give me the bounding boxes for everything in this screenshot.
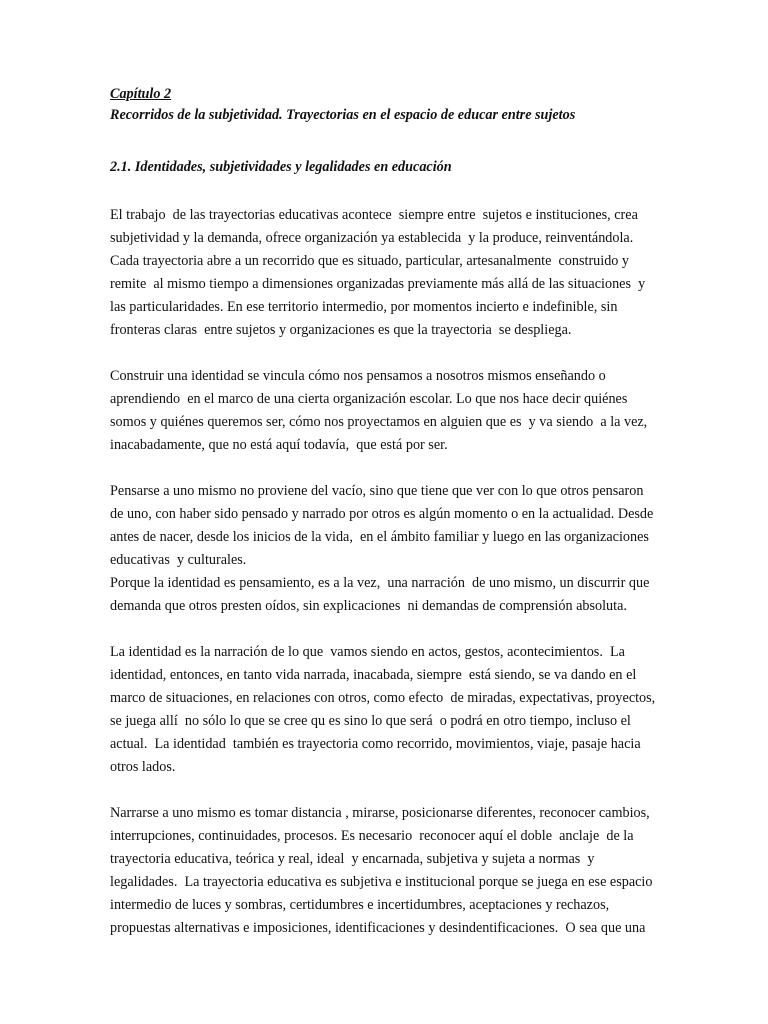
paragraph-line: Pensarse a uno mismo no proviene del vacío, sino que tiene que ver con lo que otros pensaron — [110, 483, 644, 499]
paragraph-line: La identidad es la narración de lo que vamos siendo en actos, gestos, acontecimientos. La — [110, 644, 625, 660]
body-paragraph — [110, 641, 665, 779]
paragraph-spacer — [110, 618, 665, 641]
paragraph-line: El trabajo de las trayectorias educativas acontece siempre entre sujetos e instituciones, crea — [110, 207, 638, 223]
paragraph-line: de uno, con haber sido pensado y narrado por otros es algún momento o en la actualidad. Desde — [110, 506, 654, 522]
paragraph-line: interrupciones, continuidades, procesos. Es necesario reconocer aquí el doble anclaje de la — [110, 828, 634, 844]
paragraph-line: remite al mismo tiempo a dimensiones organizadas previamente más allá de las situaciones y — [110, 276, 646, 292]
document-body — [110, 84, 665, 940]
paragraph-line: Narrarse a uno mismo es tomar distancia , mirarse, posicionarse diferentes, reconocer cambios, — [110, 805, 650, 821]
body-paragraph — [110, 802, 665, 940]
paragraph-line: legalidades. La trayectoria educativa es subjetiva e institucional porque se juega en ese espacio — [110, 874, 653, 890]
paragraph-line: las particularidades. En ese territorio intermedio, por momentos incierto e indefinible, sin — [110, 299, 618, 315]
body-paragraph — [110, 204, 665, 342]
chapter-subtitle: Recorridos de la subjetividad. Trayectorias en el espacio de educar entre sujetos — [110, 107, 576, 123]
paragraph-spacer — [110, 178, 665, 204]
paragraph-line: demanda que otros presten oídos, sin explicaciones ni demandas de comprensión absoluta. — [110, 598, 627, 614]
paragraph-spacer — [110, 457, 665, 480]
paragraph-line: educativas y culturales. — [110, 552, 247, 568]
paragraph-spacer — [110, 342, 665, 365]
paragraph-line: se juega allí no sólo lo que se cree qu es sino lo que será o podrá en otro tiempo, incluso el — [110, 713, 631, 729]
paragraph-line: fronteras claras entre sujetos y organizaciones es que la trayectoria se despliega. — [110, 322, 572, 338]
paragraph-line: subjetividad y la demanda, ofrece organización ya establecida y la produce, reinventándola. — [110, 230, 634, 246]
paragraph-line: marco de situaciones, en relaciones con otros, como efecto de miradas, expectativas, proyectos, — [110, 690, 656, 706]
paragraphs-container — [110, 178, 665, 940]
chapter-title: Capítulo 2 — [110, 86, 172, 102]
section-heading: 2.1. Identidades, subjetividades y legalidades en educación — [110, 159, 452, 175]
paragraph-line: aprendiendo en el marco de una cierta organización escolar. Lo que nos hace decir quiénes — [110, 391, 628, 407]
paragraph-line: otros lados. — [110, 759, 176, 775]
paragraph-line: somos y quiénes queremos ser, cómo nos proyectamos en alguien que es y va siendo a la vez, — [110, 414, 648, 430]
paragraph-line: identidad, entonces, en tanto vida narrada, inacabada, siempre está siendo, se va dando en el — [110, 667, 637, 683]
body-paragraph — [110, 480, 665, 618]
paragraph-line: trayectoria educativa, teórica y real, ideal y encarnada, subjetiva y sujeta a normas y — [110, 851, 595, 867]
paragraph-line: actual. La identidad también es trayectoria como recorrido, movimientos, viaje, pasaje hacia — [110, 736, 641, 752]
paragraph-spacer — [110, 779, 665, 802]
paragraph-line: intermedio de luces y sombras, certidumbres e incertidumbres, aceptaciones y rechazos, — [110, 897, 610, 913]
paragraph-line: inacabadamente, que no está aquí todavía, que está por ser. — [110, 437, 448, 453]
paragraph-line: Cada trayectoria abre a un recorrido que es situado, particular, artesanalmente construido y — [110, 253, 630, 269]
paragraph-line: Construir una identidad se vincula cómo nos pensamos a nosotros mismos enseñando o — [110, 368, 606, 384]
paragraph-line: propuestas alternativas e imposiciones, identificaciones y desindentificaciones. O sea que una — [110, 920, 646, 936]
paragraph-line: antes de nacer, desde los inicios de la vida, en el ámbito familiar y luego en las organizaciones — [110, 529, 649, 545]
body-paragraph — [110, 365, 665, 457]
paragraph-line: Porque la identidad es pensamiento, es a la vez, una narración de uno mismo, un discurrir que — [110, 575, 650, 591]
